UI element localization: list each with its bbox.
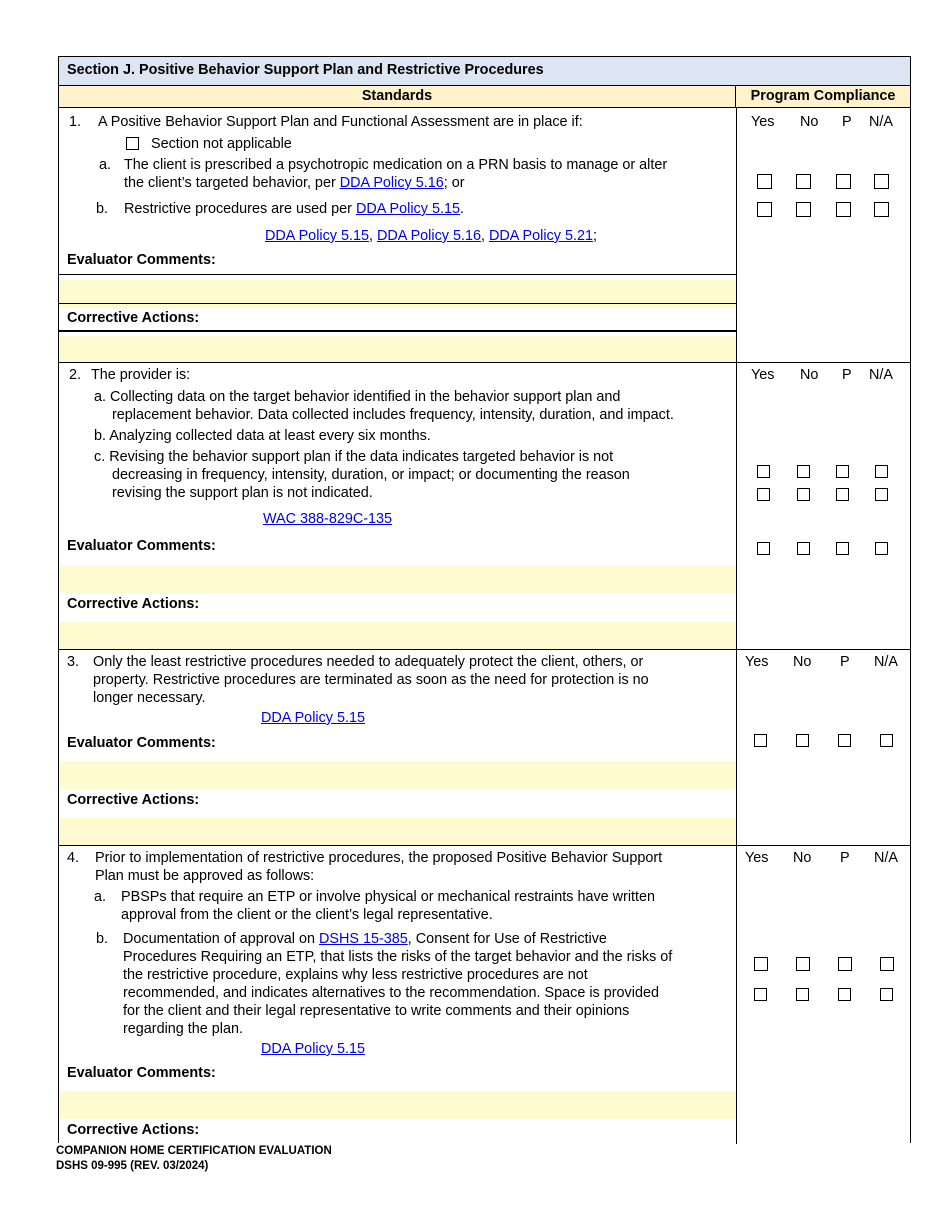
dda-policy-5-15-link[interactable]: DDA Policy 5.15 (261, 710, 365, 726)
na-label: N/A (874, 850, 898, 866)
policy-references: DDA Policy 5.15, DDA Policy 5.16, DDA Policy 5.21; (265, 228, 597, 244)
evaluator-comments-field[interactable] (59, 761, 736, 789)
item-b-na-checkbox[interactable] (875, 488, 888, 501)
item-a-text-line1: PBSPs that require an ETP or involve physical or mechanical restraints have written (121, 889, 656, 905)
item-a-text-line2: replacement behavior. Data collected includes frequency, intensity, duration, and impact. (112, 407, 674, 423)
item-a-yes-checkbox[interactable] (757, 174, 772, 189)
dda-policy-5-16-link[interactable]: DDA Policy 5.16 (376, 228, 481, 244)
section-j-table (58, 56, 911, 1143)
standard-text-line2: Plan must be approved as follows: (95, 868, 315, 884)
item-b-text-line6: regarding the plan. (123, 1021, 244, 1037)
item-c-text-line3: revising the support plan is not indicated. (112, 485, 373, 501)
item-b-na-checkbox[interactable] (880, 988, 893, 1001)
item-b-no-checkbox[interactable] (797, 488, 810, 501)
standard-text-line1: Only the least restrictive procedures needed to adequately protect the client, others, or (93, 654, 644, 670)
standard-intro: The provider is: (91, 367, 191, 383)
item-a-text-line2: the client’s targeted behavior, per DDA Policy 5.16; or (124, 175, 465, 191)
no-label: No (800, 114, 819, 130)
standard-text-line1: Prior to implementation of restrictive procedures, the proposed Positive Behavior Support (95, 850, 663, 866)
item-a-text-line2: approval from the client or the client’s legal representative. (121, 907, 493, 923)
evaluator-comments-label: Evaluator Comments: (67, 735, 216, 751)
dda-policy-5-15-link[interactable]: DDA Policy 5.15 (265, 228, 369, 244)
item-a-no-checkbox[interactable] (797, 465, 810, 478)
p-checkbox[interactable] (838, 734, 851, 747)
dda-policy-5-21-link[interactable]: DDA Policy 5.21 (488, 228, 593, 244)
item-a-yes-checkbox[interactable] (757, 465, 770, 478)
no-label: No (800, 367, 819, 383)
item-b-text-line3: the restrictive procedure, explains why less restrictive procedures are not (123, 967, 588, 983)
item-b-text-line4: recommended, and indicates alternatives to the recommendation. Space is provided (123, 985, 659, 1001)
evaluator-comments-label: Evaluator Comments: (67, 1065, 216, 1081)
item-b-yes-checkbox[interactable] (754, 988, 767, 1001)
evaluator-comments-field[interactable] (59, 565, 736, 593)
item-b-p-checkbox[interactable] (836, 202, 851, 217)
standard-3 (59, 650, 910, 845)
yes-checkbox[interactable] (754, 734, 767, 747)
item-b-text-line5: for the client and their legal representative to write comments and their opinions (123, 1003, 630, 1019)
yes-label: Yes (751, 367, 775, 383)
standard-text-line2: property. Restrictive procedures are terminated as soon as the need for protection is no (93, 672, 649, 688)
corrective-actions-field[interactable] (59, 336, 736, 362)
dda-policy-5-15-link[interactable]: DDA Policy 5.15 (355, 201, 460, 217)
item-a-no-checkbox[interactable] (796, 957, 810, 971)
standard-1 (59, 108, 910, 362)
section-not-applicable-checkbox[interactable] (126, 137, 139, 150)
item-a-text-line1: The client is prescribed a psychotropic medication on a PRN basis to manage or alter (124, 157, 668, 173)
standard-number: 1. (69, 114, 82, 130)
field-border (59, 303, 736, 304)
item-a-no-checkbox[interactable] (796, 174, 811, 189)
item-b-yes-checkbox[interactable] (757, 488, 770, 501)
yes-label: Yes (745, 654, 769, 670)
item-a-yes-checkbox[interactable] (754, 957, 768, 971)
standard-number: 3. (67, 654, 80, 670)
standard-number: 4. (67, 850, 80, 866)
item-c-text-line2: decreasing in frequency, intensity, duration, or impact; or documenting the reason (112, 467, 630, 483)
item-c-p-checkbox[interactable] (836, 542, 849, 555)
form-number: DSHS 09-995 (REV. 03/2024) (56, 1160, 209, 1172)
na-label: N/A (874, 654, 898, 670)
standard-number: 2. (69, 367, 82, 383)
item-a-p-checkbox[interactable] (838, 957, 852, 971)
yes-label: Yes (751, 114, 775, 130)
no-label: No (793, 850, 812, 866)
item-b-text-line2: Procedures Requiring an ETP, that lists the risks of the target behavior and the risks of (123, 949, 673, 965)
policy-references (261, 1041, 365, 1057)
item-a-p-checkbox[interactable] (836, 465, 849, 478)
item-b-letter: b. (96, 931, 109, 947)
no-label: No (793, 654, 812, 670)
field-border (59, 274, 736, 275)
item-c-no-checkbox[interactable] (797, 542, 810, 555)
corrective-actions-field[interactable] (59, 622, 736, 649)
corrective-actions-label: Corrective Actions: (67, 1122, 200, 1138)
item-b-na-checkbox[interactable] (874, 202, 889, 217)
na-label: N/A (869, 114, 893, 130)
standard-intro: A Positive Behavior Support Plan and Functional Assessment are in place if: (98, 114, 583, 130)
item-c-na-checkbox[interactable] (875, 542, 888, 555)
p-label: P (842, 367, 852, 383)
item-b-no-checkbox[interactable] (796, 988, 809, 1001)
section-title: Section J. Positive Behavior Support Plan and Restrictive Procedures (59, 57, 910, 86)
p-label: P (840, 654, 850, 670)
standard-4 (59, 846, 910, 1144)
corrective-actions-label: Corrective Actions: (67, 792, 200, 808)
section-not-applicable-label: Section not applicable (151, 136, 292, 152)
item-b-p-checkbox[interactable] (836, 488, 849, 501)
item-c-yes-checkbox[interactable] (757, 542, 770, 555)
item-a-letter: a. (99, 157, 112, 173)
item-b-text-line1: Documentation of approval on DSHS 15-385, Consent for Use of Restrictive (123, 931, 607, 947)
item-b-text: b. Analyzing collected data at least every six months. (94, 428, 431, 444)
item-a-na-checkbox[interactable] (875, 465, 888, 478)
item-a-text-line1: a. Collecting data on the target behavior identified in the behavior support plan and (94, 389, 621, 405)
item-a-p-checkbox[interactable] (836, 174, 851, 189)
corrective-actions-label: Corrective Actions: (67, 310, 200, 326)
item-b-p-checkbox[interactable] (838, 988, 851, 1001)
item-a-na-checkbox[interactable] (874, 174, 889, 189)
evaluator-comments-field[interactable] (59, 1091, 736, 1119)
standards-header: Standards (59, 86, 736, 108)
standard-2 (59, 363, 910, 649)
item-a-letter: a. (94, 889, 107, 905)
p-label: P (840, 850, 850, 866)
field-border (59, 331, 736, 332)
dda-policy-5-16-link[interactable]: DDA Policy 5.16 (339, 175, 444, 191)
na-checkbox[interactable] (880, 734, 893, 747)
item-b-text: Restrictive procedures are used per DDA Policy 5.15. (124, 201, 464, 217)
corrective-actions-field[interactable] (59, 818, 736, 845)
corrective-actions-label: Corrective Actions: (67, 596, 200, 612)
standard-text-line3: longer necessary. (93, 690, 206, 706)
policy-references (261, 710, 365, 726)
no-checkbox[interactable] (796, 734, 809, 747)
yes-label: Yes (745, 850, 769, 866)
item-b-no-checkbox[interactable] (796, 202, 811, 217)
evaluator-comments-label: Evaluator Comments: (67, 252, 216, 268)
p-label: P (842, 114, 852, 130)
item-a-na-checkbox[interactable] (880, 957, 894, 971)
item-b-yes-checkbox[interactable] (757, 202, 772, 217)
item-c-text-line1: c. Revising the behavior support plan if the data indicates targeted behavior is not (94, 449, 614, 465)
program-compliance-header: Program Compliance (736, 86, 910, 108)
wac-388-829c-135-link[interactable]: WAC 388-829C-135 (263, 511, 393, 527)
dshs-15-385-link[interactable]: DSHS 15-385 (319, 931, 408, 947)
na-label: N/A (869, 367, 893, 383)
form-title: COMPANION HOME CERTIFICATION EVALUATION (56, 1145, 332, 1157)
evaluator-comments-label: Evaluator Comments: (67, 538, 216, 554)
dda-policy-5-15-link[interactable]: DDA Policy 5.15 (261, 1041, 365, 1057)
item-b-letter: b. (96, 201, 109, 217)
policy-references (263, 511, 392, 527)
